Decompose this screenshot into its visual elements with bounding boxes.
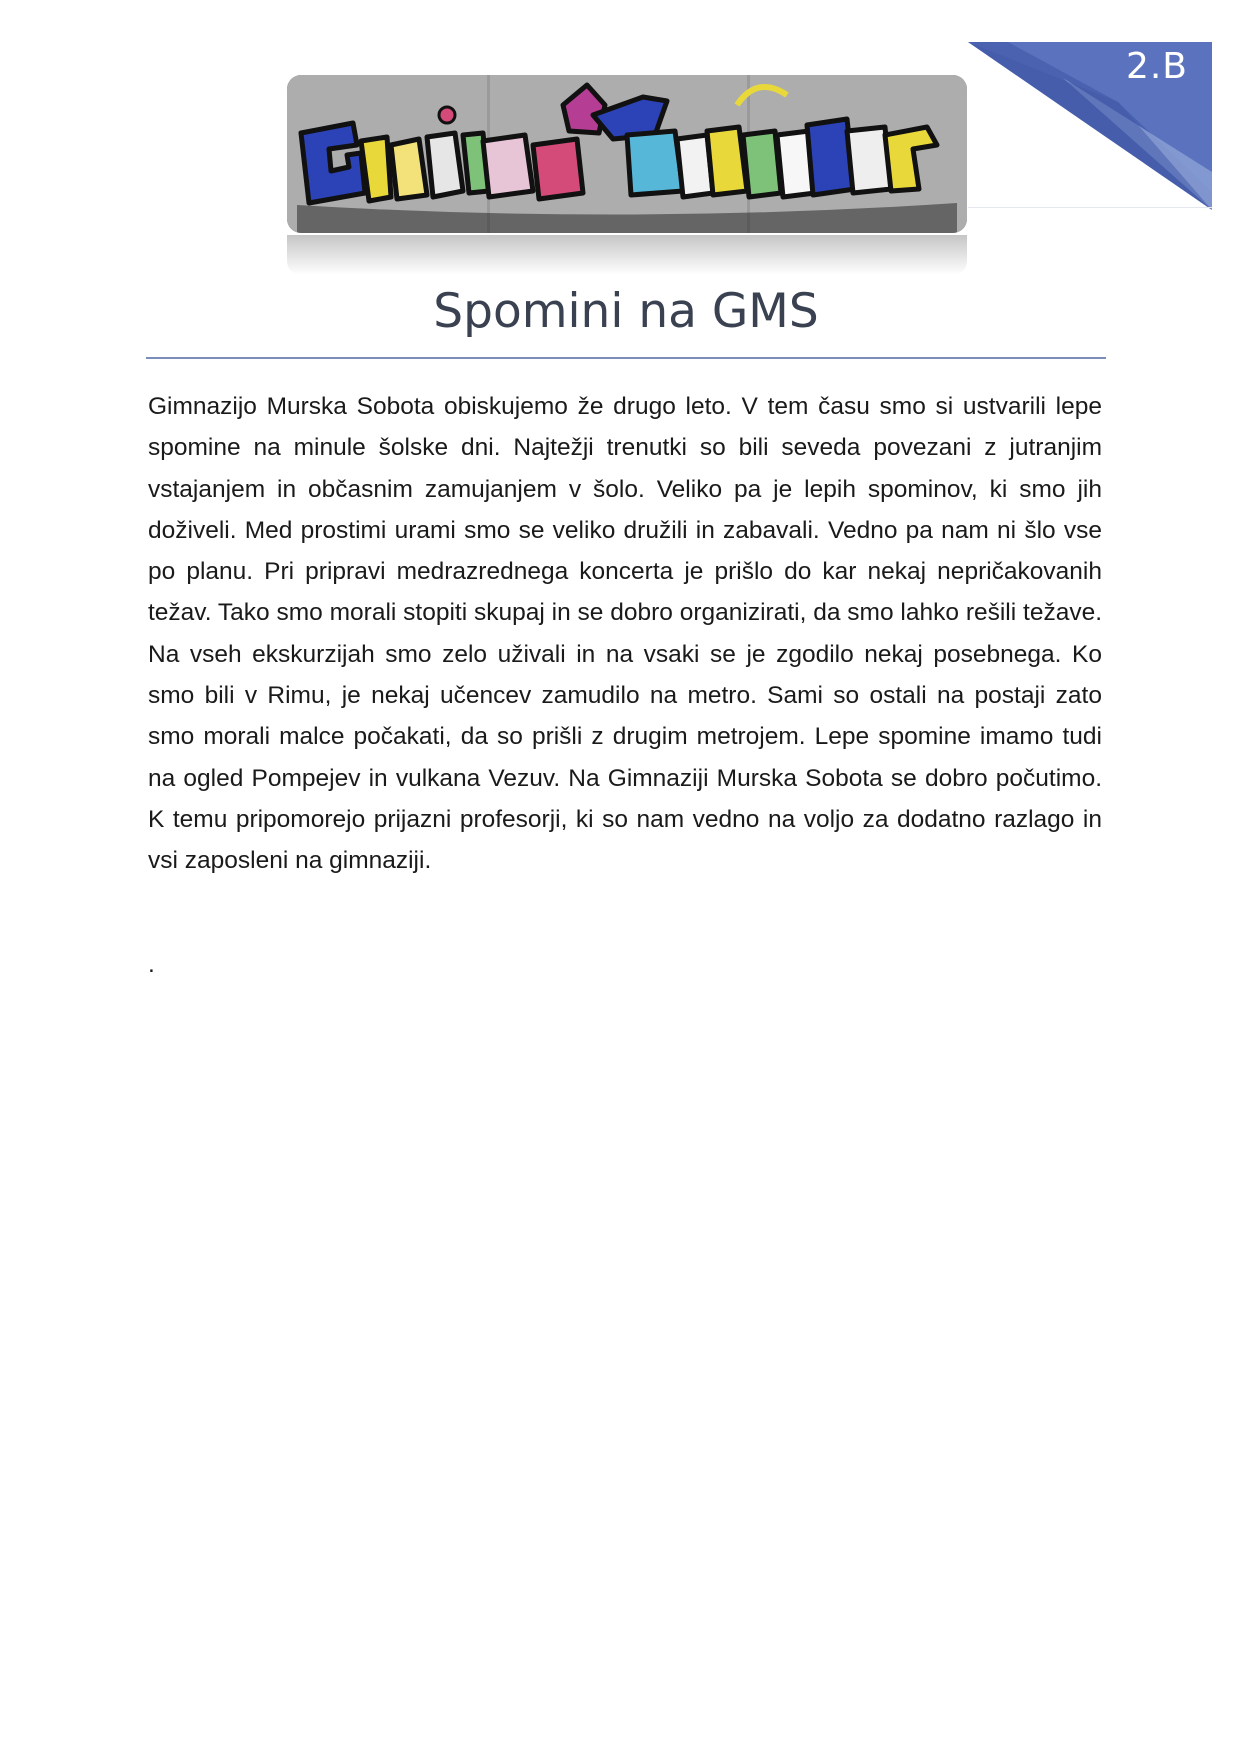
body-paragraph: Gimnazijo Murska Sobota obiskujemo že drugo leto. V tem času smo si ustvarili lepe spomine na minule šolske dni. Najtežji trenutki so bili seveda povezani z jutranjim vstajanjem in občasnim zamujanjem v šolo. Veliko pa je lepih spominov, ki smo jih doživeli. Med prostimi urami smo se veliko družili in zabavali. Vedno pa nam ni šlo vse po planu. Pri pripravi medrazrednega koncerta je prišlo do kar nekaj nepričakovanih težav. Tako smo morali stopiti skupaj in se dobro organizirati, da smo lahko rešili težave. Na vseh ekskurzijah smo zelo uživali in na vsaki se je zgodilo nekaj posebnega. Ko smo bili v Rimu, je nekaj učencev zamudilo na metro. Sami so ostali na postaji zato smo morali malce počakati, da so prišli z drugim metrojem. Lepe spomine imamo tudi na ogled Pompejev in vulkana Vezuv. Na Gimnaziji Murska Sobota se dobro počutimo. K temu pripomorejo prijazni profesorji, ki so nam vedno na voljo za dodatno razlago in vsi zaposleni na gimnaziji. (148, 393, 1102, 875)
banner-reflection (287, 235, 967, 275)
banner-image (287, 75, 967, 275)
title-divider (146, 357, 1106, 359)
banner-graffiti (287, 75, 967, 233)
page-title: Spomini na GMS (433, 284, 819, 339)
header-divider (968, 207, 1212, 208)
graffiti-logo (287, 75, 967, 233)
trailing-period: . (148, 951, 155, 978)
class-label: 2.B (1125, 46, 1188, 87)
